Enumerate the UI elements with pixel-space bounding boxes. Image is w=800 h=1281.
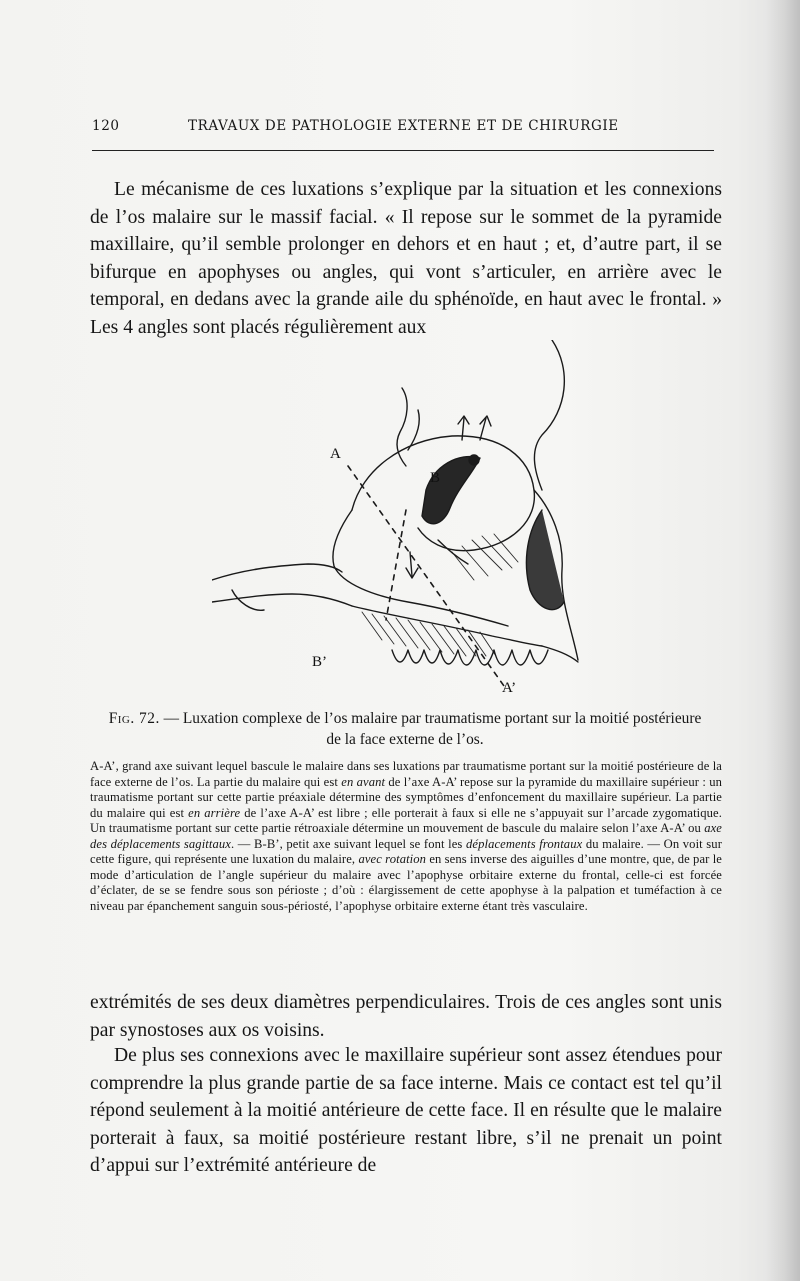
running-head	[92, 118, 714, 140]
label-b: B	[430, 470, 441, 486]
legend-emphasis-2: en arrière	[188, 805, 241, 820]
legend-text-6: en sens inverse des aiguilles d’une montre, que, de par le mode d’articulation de l’angle supérieur du malaire avec l’apophyse orbitaire externe du frontal, celle-ci est forcée d’éclater, de se se fendre sous son périoste ; d’où : élargissement de cette apophyse à la palpation et tuméfaction à ce niveau par épanchement sanguin sous-périosté, l’apophyse orbitaire externe étant très vasculaire.	[90, 852, 722, 913]
figure-caption-text: — Luxation complexe de l’os malaire par traumatisme portant sur la moitié postérieure de la face externe de l’os.	[163, 710, 702, 748]
legend-emphasis-3: axe des déplacements sagittaux	[90, 821, 722, 851]
paragraph-1	[90, 176, 722, 342]
running-title: TRAVAUX DE PATHOLOGIE EXTERNE ET DE CHIRURGIE	[188, 118, 619, 134]
paragraph-1-text: Le mécanisme de ces luxations s’explique par la situation et les connexions de l’os malaire sur le massif facial. « Il repose sur le sommet de la pyramide maxillaire, qu’il semble prolonger en dehors et en haut ; et, d’autre part, il se bifurque en apophyses ou angles, qui vont s’articuler, en arrière avec le temporal, en dedans avec la grande aile du sphénoïde, en haut avec le frontal. » Les 4 angles sont placés régulièrement aux	[90, 179, 722, 338]
legend-emphasis-1: en avant	[341, 774, 386, 789]
figure-caption	[100, 708, 710, 750]
legend-text-5: du malaire. — On voit sur cette figure, qui représente une luxation du malaire,	[90, 836, 723, 866]
label-a: A	[330, 446, 341, 462]
legend-text-2: de l’axe A-A’ repose sur la pyramide du maxillaire supérieur : un traumatisme portant sur cette partie préaxiale détermine des symptômes d’enfoncement du maxillaire supérieur. La partie du malaire qui est	[90, 774, 722, 820]
legend-emphasis-5: avec rotation	[358, 852, 427, 866]
figure-number: Fig. 72.	[108, 710, 160, 727]
legend-text-3: de l’axe A-A’ est libre ; elle porterait à faux si elle ne s’appuyait sur l’arcade zygomatique. Un traumatisme portant sur cette partie rétroaxiale détermine un mouvement de bascule du malaire selon l’axe A-A’ ou	[90, 805, 722, 835]
legend-text-1: A-A’, grand axe suivant lequel bascule le malaire dans ses luxations par traumatisme portant sur la moitié postérieure de la face externe de l’os. La partie du malaire qui est	[90, 759, 722, 789]
figure-legend	[90, 759, 722, 914]
legend-text-4: . — B-B’, petit axe suivant lequel se font les	[231, 836, 466, 851]
paragraph-3	[90, 1042, 722, 1180]
paragraph-2	[90, 989, 722, 1044]
label-b-prime: B’	[312, 654, 327, 670]
header-rule	[92, 150, 714, 151]
label-a-prime: A’	[502, 680, 517, 696]
paragraph-3-text: De plus ses connexions avec le maxillaire supérieur sont assez étendues pour comprendre la plus grande partie de sa face interne. Mais ce contact est tel qu’il répond seulement à la moitié antérieure de cette face. Il en résulte que le malaire porterait à faux, sa moitié postérieure restant libre, s’il ne prenait un point d’appui sur l’extrémité antérieure de	[90, 1045, 722, 1177]
paragraph-2-text: extrémités de ses deux diamètres perpendiculaires. Trois de ces angles sont unis par synostoses aux os voisins.	[90, 992, 722, 1041]
skull-drawing	[212, 340, 592, 700]
page-number: 120	[92, 118, 120, 134]
legend-emphasis-4: déplacements frontaux	[465, 836, 583, 851]
page-edge-shadow	[766, 0, 800, 1281]
figure-skull-illustration	[212, 340, 592, 700]
